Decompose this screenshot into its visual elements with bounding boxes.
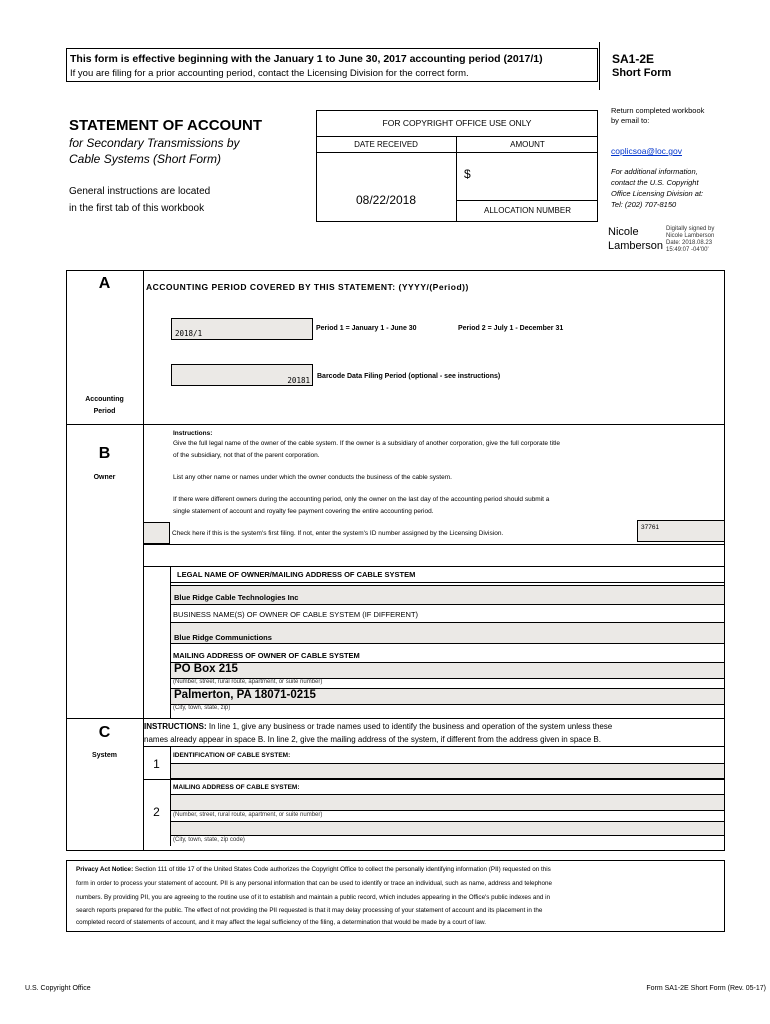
business-name-input[interactable]: Blue Ridge Communictions <box>170 622 725 644</box>
signature-detail-2: Nicole Lamberson <box>666 233 715 239</box>
system-instructions-line2: names already appear in space B. In line 2, give the mailing address of the system, if different from the address given in space B. <box>144 735 601 744</box>
period-2-note: Period 2 = July 1 - December 31 <box>458 325 564 332</box>
system-identification-label: IDENTIFICATION OF CABLE SYSTEM: <box>173 752 291 759</box>
signature-last-name: Lamberson <box>608 240 664 252</box>
additional-info-1: For additional information, <box>611 167 698 176</box>
section-b-side: Owner <box>93 474 116 481</box>
first-filing-checkbox[interactable] <box>143 522 170 544</box>
system-identification-input[interactable] <box>170 763 725 779</box>
section-a-letter: A <box>98 275 111 292</box>
telephone: Tel: (202) 707-8150 <box>611 200 677 209</box>
legal-name-label: LEGAL NAME OF OWNER/MAILING ADDRESS OF CABLE SYSTEM <box>177 570 416 579</box>
system-street-input[interactable] <box>170 794 725 811</box>
owner-instr-2: List any other name or names under which the owner conducts the business of the cable system. <box>173 474 452 481</box>
signature-detail-1: Digitally signed by <box>666 226 715 232</box>
section-a-side-1: Accounting <box>85 396 124 403</box>
effective-notice: This form is effective beginning with the January 1 to June 30, 2017 accounting period (2017/1) <box>70 53 543 65</box>
section-a-heading: ACCOUNTING PERIOD COVERED BY THIS STATEMENT: (YYYY/(Period)) <box>146 282 469 292</box>
privacy-line-1: Privacy Act Notice: Section 111 of title 17 of the United States Code authorizes the Copyright Office to collect the personally identifying information (PII) requested on this <box>76 866 551 873</box>
system-city-input[interactable] <box>170 821 725 836</box>
privacy-line-3: numbers. By providing PII, you are agreeing to the routine use of it to establish and maintain a public record, which includes appearing in the Office's public indexes and in <box>76 894 550 901</box>
signature-first-name: Nicole <box>608 226 639 238</box>
owner-street-input[interactable]: PO Box 215 <box>170 662 725 679</box>
section-b-letter: B <box>98 445 111 462</box>
owner-instr-3a: If there were different owners during the accounting period, only the owner on the last day of the accounting period should submit a <box>173 496 550 503</box>
section-c-side: System <box>92 752 117 759</box>
footer-left: U.S. Copyright Office <box>25 985 91 992</box>
owner-instr-3b: single statement of account and royalty fee payment covering the entire accounting period. <box>173 508 434 515</box>
allocation-number-label: ALLOCATION NUMBER <box>484 206 571 215</box>
section-a-side-2: Period <box>93 408 116 415</box>
signature-detail-4: 15:49:07 -04'00' <box>666 247 709 253</box>
additional-info-2: contact the U.S. Copyright <box>611 178 699 187</box>
statement-subtitle-2: Cable Systems (Short Form) <box>69 152 222 166</box>
prior-period-notice: If you are filing for a prior accounting period, contact the Licensing Division for the correct form. <box>70 68 469 79</box>
owner-instr-1a: Give the full legal name of the owner of the cable system. If the owner is a subsidiary of another corporation, give the full corporate title <box>173 440 560 447</box>
general-instructions-2: in the first tab of this workbook <box>69 203 205 214</box>
owner-city-hint: (City, town, state, zip) <box>173 705 231 711</box>
system-id-input[interactable]: 37761 <box>637 520 725 542</box>
owner-city-input[interactable]: Palmerton, PA 18071-0215 <box>170 688 725 705</box>
owner-mailing-label: MAILING ADDRESS OF OWNER OF CABLE SYSTEM <box>173 651 360 660</box>
system-instructions-line1: INSTRUCTIONS: In line 1, give any business or trade names used to identify the business and operation of the system unless these <box>144 722 613 731</box>
line-2-number: 2 <box>153 805 160 819</box>
statement-subtitle-1: for Secondary Transmissions by <box>69 136 240 150</box>
privacy-line-5: completed record of statements of account, and it may affect the legal sufficiency of the filing, a determination that would be made by a court of law. <box>76 919 486 926</box>
email-link[interactable]: coplicsoa@loc.gov <box>611 146 682 156</box>
owner-instr-1b: of the subsidiary, not that of the parent corporation. <box>173 452 320 459</box>
period-1-note: Period 1 = January 1 - June 30 <box>316 325 417 332</box>
form-id: SA1-2E <box>612 52 655 66</box>
system-mailing-label: MAILING ADDRESS OF CABLE SYSTEM: <box>173 784 300 791</box>
accounting-period-input[interactable]: 2018/1 <box>171 318 313 340</box>
section-c-letter: C <box>98 724 111 741</box>
statement-title: STATEMENT OF ACCOUNT <box>69 117 263 134</box>
office-use-heading: FOR COPYRIGHT OFFICE USE ONLY <box>382 118 532 128</box>
amount-label: AMOUNT <box>510 140 545 149</box>
first-filing-note: Check here if this is the system's first filing. If not, enter the system's ID number assigned by the Licensing Division. <box>172 530 504 537</box>
signature-detail-3: Date: 2018.08.23 <box>666 240 713 246</box>
form-type: Short Form <box>612 67 672 79</box>
privacy-line-4: search reports prepared for the public. The effect of not providing the PII requested is that it may delay processing of your statement of account and its placement in the <box>76 907 543 914</box>
return-workbook-line2: by email to: <box>611 116 650 125</box>
general-instructions-1: General instructions are located <box>69 186 211 197</box>
barcode-period-input[interactable]: 20181 <box>171 364 313 386</box>
date-received-label: DATE RECEIVED <box>354 140 418 149</box>
business-name-label: BUSINESS NAME(S) OF OWNER OF CABLE SYSTEM (IF DIFFERENT) <box>173 610 419 619</box>
system-street-hint: (Number, street, rural route, apartment, or suite number) <box>173 812 323 818</box>
system-city-hint: (City, town, state, zip code) <box>173 837 245 843</box>
amount-dollar-sign: $ <box>464 167 471 181</box>
barcode-period-label: Barcode Data Filing Period (optional - see instructions) <box>317 373 501 380</box>
line-1-number: 1 <box>153 757 160 771</box>
owner-street-hint: (Number, street, rural route, apartment, or suite number) <box>173 679 323 685</box>
owner-instructions-title: Instructions: <box>173 430 213 437</box>
date-received-value: 08/22/2018 <box>355 193 417 207</box>
legal-name-input[interactable]: Blue Ridge Cable Technologies Inc <box>170 585 725 605</box>
additional-info-3: Office Licensing Division at: <box>611 189 704 198</box>
footer-right: Form SA1-2E Short Form (Rev. 05-17) <box>646 985 766 992</box>
return-workbook-line1: Return completed workbook <box>611 106 705 115</box>
privacy-line-2: form in order to process your statement of account. PII is any personal information that can be used to identify or trace an individual, such as name, address and telephone <box>76 880 553 887</box>
